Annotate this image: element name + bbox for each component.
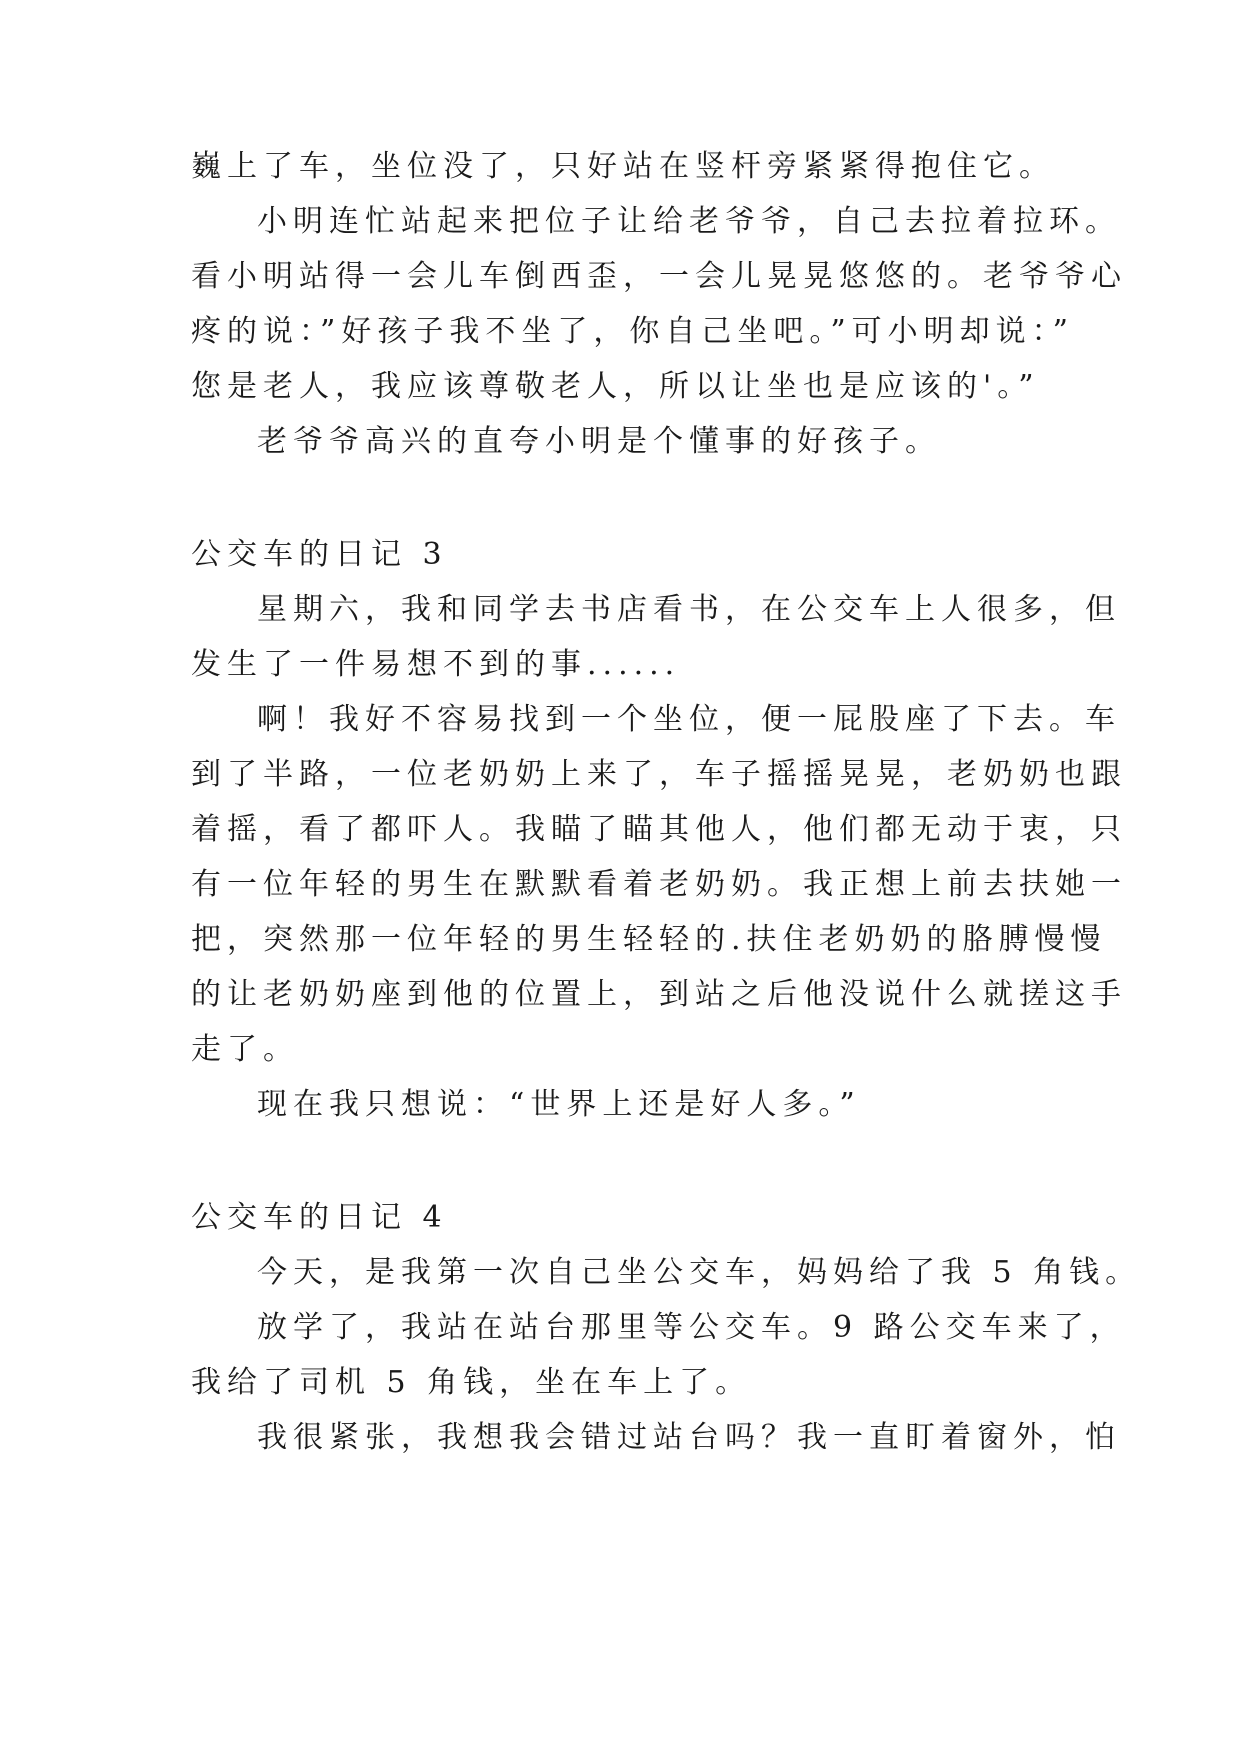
text-line: 现在我只想说：“世界上还是好人多。”	[257, 1087, 861, 1122]
text-line: 星期六，我和同学去书店看书，在公交车上人很多，但	[257, 592, 1121, 627]
text-line: 我给了司机 5 角钱，坐在车上了。	[191, 1365, 752, 1400]
text-line: 今天，是我第一次自己坐公交车，妈妈给了我 5 角钱。	[257, 1255, 1142, 1290]
text-line: 我很紧张，我想我会错过站台吗？我一直盯着窗外，怕	[257, 1420, 1121, 1455]
text-line: 发生了一件易想不到的事......	[191, 647, 681, 682]
text-line: 的让老奶奶座到他的位置上，到站之后他没说什么就搓这手	[191, 977, 1127, 1012]
text-line: 小明连忙站起来把位子让给老爷爷，自己去拉着拉环。	[257, 204, 1121, 239]
text-line: 老爷爷高兴的直夸小明是个懂事的好孩子。	[257, 424, 941, 459]
text-line: 巍上了车，坐位没了，只好站在竖杆旁紧紧得抱住它。	[191, 149, 1055, 184]
text-line: 看小明站得一会儿车倒西歪，一会儿晃晃悠悠的。老爷爷心	[191, 259, 1127, 294]
text-line: 走了。	[191, 1032, 299, 1067]
text-line: 着摇，看了都吓人。我瞄了瞄其他人，他们都无动于衷，只	[191, 812, 1127, 847]
section-heading: 公交车的日记 4	[191, 1200, 448, 1235]
text-line: 您是老人，我应该尊敬老人，所以让坐也是应该的'。”	[191, 369, 1040, 404]
text-line: 把，突然那一位年轻的男生轻轻的.扶住老奶奶的胳膊慢慢	[191, 922, 1107, 957]
text-line: 啊！我好不容易找到一个坐位，便一屁股座了下去。车	[257, 702, 1121, 737]
text-line: 有一位年轻的男生在默默看着老奶奶。我正想上前去扶她一	[191, 867, 1127, 902]
text-line: 到了半路，一位老奶奶上来了，车子摇摇晃晃，老奶奶也跟	[191, 757, 1127, 792]
section-heading: 公交车的日记 3	[191, 537, 448, 572]
text-line: 疼的说：”好孩子我不坐了，你自己坐吧。”可小明却说：”	[191, 314, 1075, 349]
text-line: 放学了，我站在站台那里等公交车。9 路公交车来了，	[257, 1310, 1126, 1345]
